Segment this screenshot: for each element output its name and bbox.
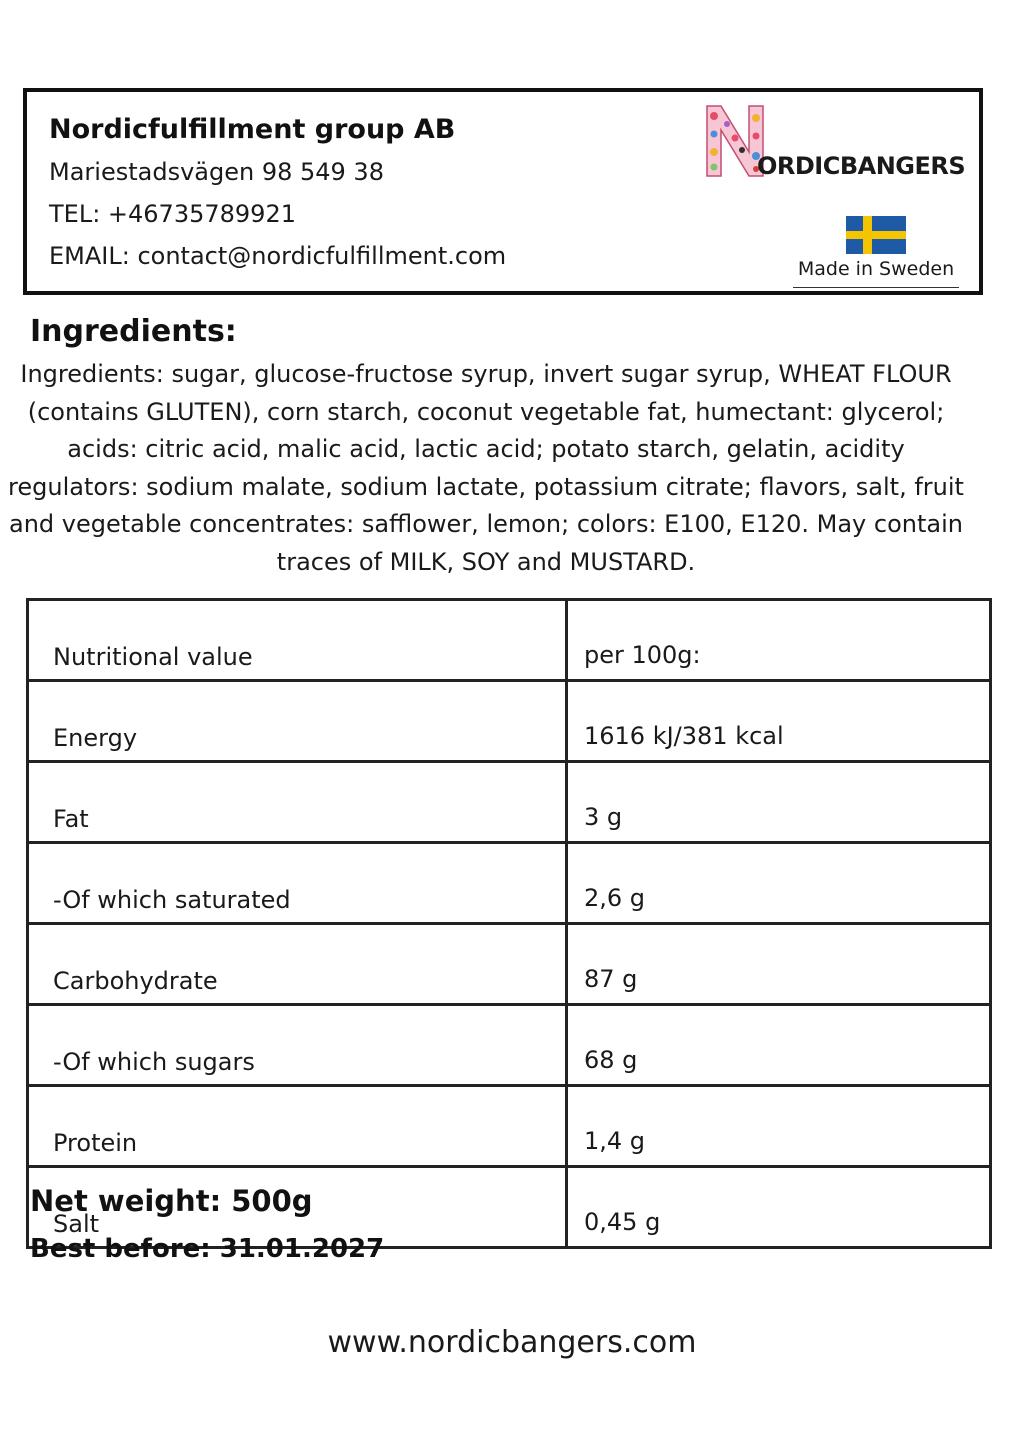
sweden-flag-icon bbox=[846, 216, 906, 254]
made-in-label: Made in Sweden bbox=[797, 258, 955, 280]
nutrition-value: 0,45 g bbox=[567, 1167, 991, 1248]
nutrition-value: 1,4 g bbox=[567, 1086, 991, 1167]
table-row bbox=[28, 1005, 991, 1086]
ingredients-heading: Ingredients: bbox=[30, 314, 237, 349]
net-weight: Net weight: 500g bbox=[30, 1184, 313, 1218]
nutrition-label: Protein bbox=[28, 1086, 567, 1167]
nutrition-label: Nutritional value bbox=[28, 600, 567, 681]
nutrition-value: 3 g bbox=[567, 762, 991, 843]
company-address: Mariestadsvägen 98 549 38 bbox=[49, 158, 384, 186]
logo-wordmark: ORDICBANGERS bbox=[757, 152, 966, 180]
nutrition-label: Energy bbox=[28, 681, 567, 762]
candy-letter-n-icon bbox=[705, 104, 765, 178]
nutrition-value: 1616 kJ/381 kcal bbox=[567, 681, 991, 762]
table-row bbox=[28, 681, 991, 762]
nutrition-label: -Of which sugars bbox=[28, 1005, 567, 1086]
nutrition-value: 68 g bbox=[567, 1005, 991, 1086]
nutrition-value: per 100g: bbox=[567, 600, 991, 681]
table-row bbox=[28, 600, 991, 681]
table-row bbox=[28, 762, 991, 843]
nutrition-label: Carbohydrate bbox=[28, 924, 567, 1005]
made-in-underline bbox=[793, 287, 959, 288]
nutrition-label: Salt bbox=[28, 1167, 567, 1248]
website-url: www.nordicbangers.com bbox=[327, 1325, 697, 1360]
nutrition-value: 87 g bbox=[567, 924, 991, 1005]
company-name: Nordicfulfillment group AB bbox=[49, 114, 456, 145]
company-email: EMAIL: contact@nordicfulfillment.com bbox=[49, 242, 507, 270]
table-row bbox=[28, 924, 991, 1005]
table-row bbox=[28, 1086, 991, 1167]
nutrition-table bbox=[26, 598, 992, 1249]
best-before-date: Best before: 31.01.2027 bbox=[30, 1234, 385, 1264]
nutrition-value: 2,6 g bbox=[567, 843, 991, 924]
company-phone: TEL: +46735789921 bbox=[49, 200, 296, 228]
nutrition-label: -Of which saturated bbox=[28, 843, 567, 924]
table-row bbox=[28, 843, 991, 924]
nordicbangers-logo bbox=[705, 104, 985, 182]
company-info-box bbox=[23, 88, 983, 295]
nutrition-label: Fat bbox=[28, 762, 567, 843]
ingredients-text: Ingredients: sugar, glucose-fructose syrup, invert sugar syrup, WHEAT FLOUR (contains GLUTEN), corn starch, coconut vegetable fat, humectant: glycerol; acids: citric acid, malic acid, lactic acid; potato starch, gelatin, acidity regulators: sodium malate, sodium lactate, potassium citrate; flavors, salt, fruit and vegetable concentrates: safflower, lemon; colors: E100, E120. May contain traces of MILK, SOY and MUSTARD. bbox=[8, 360, 964, 576]
